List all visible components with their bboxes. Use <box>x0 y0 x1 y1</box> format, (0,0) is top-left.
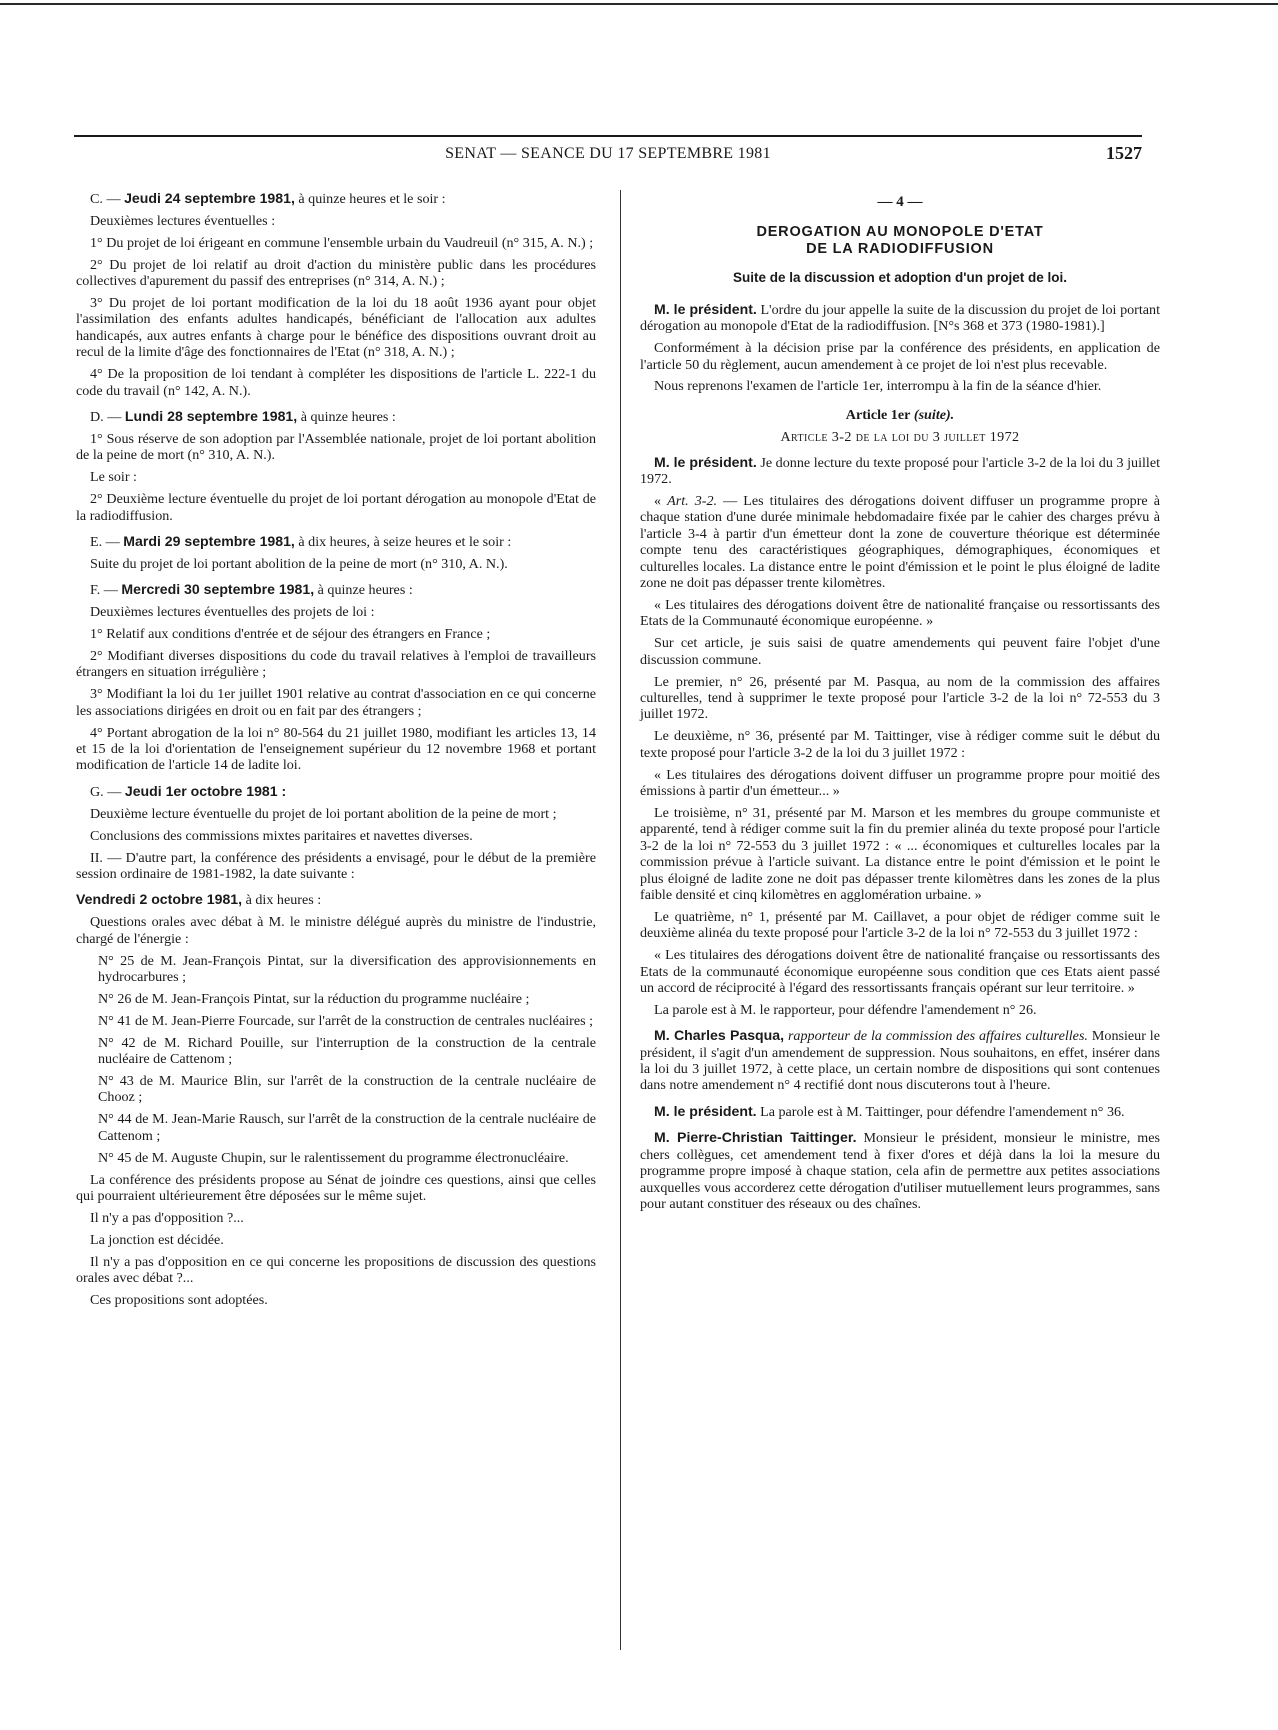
agenda-vendredi-rest: à dix heures : <box>242 892 322 909</box>
amendment-paragraph: Le troisième, n° 31, présenté par M. Marson et les membres du groupe communiste et apparenté, tend à rédiger comme suit la fin du premier alinéa du texte proposé pour l'article 3-2 de la loi n° 72-553 du 3 juillet 1972 : « ... économiques et culturelles locales par la commission prévue à l'article suivant. La distance entre le point d'émission et le point le plus éloigné de ladite zone ne doit pas dépasser trente kilomètres dans les zones de la plus faible densité et cinq kilomètres en agglomération urbaine. » <box>640 804 1160 903</box>
agenda-f-label: F. — <box>90 582 118 599</box>
agenda-f-rest: à quinze heures : <box>314 582 413 599</box>
agenda-e-date: Mardi 29 septembre 1981, <box>123 532 295 549</box>
speaker-name: M. Pierre-Christian Taittinger. <box>654 1129 857 1146</box>
question-item: N° 41 de M. Jean-Pierre Fourcade, sur l'arrêt de la construction de centrales nucléaires ; <box>98 1012 594 1029</box>
closing-paragraph: La jonction est décidée. <box>90 1231 224 1248</box>
speech-text: La parole est à M. Taittinger, pour défendre l'amendement n° 36. <box>756 1103 1125 1120</box>
speech-paragraph <box>640 1103 1160 1120</box>
closing-paragraph: La conférence des présidents propose au Sénat de joindre ces questions, ainsi que celles qui pourraient ultérieurement être déposées sur le même sujet. <box>76 1171 596 1204</box>
agenda-f-date: Mercredi 30 septembre 1981, <box>121 581 315 598</box>
agenda-c-label: C. — <box>90 191 121 207</box>
agenda-g <box>76 783 596 800</box>
speech-text: L'ordre du jour appelle la suite de la discussion du projet de loi portant dérogation au monopole d'Etat de la radiodiffusion. [N°s 368 et 373 (1980-1981).] <box>640 301 1161 335</box>
agenda-e-item: Suite du projet de loi portant abolition de la peine de mort (n° 310, A. N.). <box>90 555 508 572</box>
page-header <box>74 135 1142 167</box>
agenda-c-rest: à quinze heures et le soir : <box>294 191 446 207</box>
agenda-c-item: 1° Du projet de loi érigeant en commune l'ensemble urbain du Vaudreuil (n° 315, A. N.) ; <box>90 234 594 251</box>
agenda-vendredi-sub: Questions orales avec débat à M. le ministre délégué auprès du ministre de l'industrie, chargé de l'énergie : <box>76 914 596 947</box>
agenda-e <box>76 533 596 550</box>
agenda-f-item: 4° Portant abrogation de la loi n° 80-564 du 21 juillet 1980, modifiant les articles 13, 14 et 15 de la loi d'orientation de l'enseignement supérieur du 12 novembre 1968 et portant modification de l'article 14 de ladite loi. <box>76 724 596 774</box>
quoted-article <box>640 493 1160 591</box>
agenda-vendredi <box>76 891 596 908</box>
question-item: N° 43 de M. Maurice Blin, sur l'arrêt de la construction de la centrale nucléaire de Chooz ; <box>98 1072 596 1106</box>
agenda-g-item: Conclusions des commissions mixtes paritaires et navettes diverses. <box>90 827 473 844</box>
body-paragraph: Sur cet article, je suis saisi de quatre amendements qui peuvent faire l'objet d'une discussion commune. <box>640 635 1160 668</box>
agenda-d-evening: Le soir : <box>90 469 137 486</box>
quoted-article: « Les titulaires des dérogations doivent être de nationalité française ou ressortissants des Etats de la Communauté économique européenne. » <box>640 596 1160 630</box>
agenda-e-rest: à dix heures, à seize heures et le soir : <box>294 533 512 550</box>
body-paragraph: La parole est à M. le rapporteur, pour défendre l'amendement n° 26. <box>654 1001 1037 1018</box>
header-title: SENAT — SEANCE DU 17 SEPTEMBRE 1981 <box>445 145 771 162</box>
agenda-g-label: G. — <box>90 783 122 800</box>
speech-text: Monsieur le président, monsieur le ministre, mes chers collègues, cet amendement tend à fixer d'ores et déjà dans la loi la mesure du programme propre imposé à chaque station, cela afin de permettre aux petites associations auxquelles vous accorderez cette dérogation d'utiliser mutuellement leurs programmes, sans pour autant constituer des réseaux ou des chaînes. <box>640 1130 1160 1212</box>
closing-paragraph: Il n'y a pas d'opposition ?... <box>90 1209 244 1226</box>
question-item: N° 25 de M. Jean-François Pintat, sur la diversification des approvisionnements en hydrocarbures ; <box>98 952 596 985</box>
section-title-line: DE LA RADIODIFFUSION <box>806 241 994 258</box>
question-item: N° 45 de M. Auguste Chupin, sur le ralentissement du programme électronucléaire. <box>98 1149 569 1166</box>
agenda-d <box>76 408 596 425</box>
agenda-g-item: Deuxième lecture éventuelle du projet de loi portant abolition de la peine de mort ; <box>90 805 557 822</box>
article-heading <box>640 407 1160 423</box>
agenda-c-item: 3° Du projet de loi portant modification de la loi du 18 août 1936 ayant pour objet l'assimilation des enfants adultes handicapés, bénéficiant de l'allocation aux adultes handicapés, aux autres enfants à charge pour le bénéfice des dispositions ouvrant droit au recul de la limite d'âge des fonctionnaires de l'Etat (n° 318, A. N.) ; <box>76 295 596 361</box>
agenda-c-sub: Deuxièmes lectures éventuelles : <box>90 212 276 229</box>
agenda-d-label: D. — <box>90 408 122 425</box>
agenda-d-item: 1° Sous réserve de son adoption par l'Assemblée nationale, projet de loi portant abolition de la peine de mort (n° 310, A. N.). <box>76 430 596 464</box>
article-subheading: Article 3-2 de la loi du 3 juillet 1972 <box>780 429 1020 446</box>
agenda-f-item: 2° Modifiant diverses dispositions du code du travail relatives à l'emploi de travailleurs étrangers en situation irrégulière ; <box>76 647 596 681</box>
quoted-text: — Les titulaires des dérogations doivent diffuser un programme propre à chaque station d'une durée minimale hebdomadaire fixée par le cahier des charges prévu à l'article 3-4 à partir d'un émetteur dont la zone de couverture théorique est déterminée compte tenu des caractéristiques géographiques, démographiques, économiques et culturelles locales. La distance entre le point d'émission et le point le plus éloigné de ladite zone ne doit pas dépasser trente kilomètres. <box>640 492 1160 591</box>
amendment-paragraph: Le deuxième, n° 36, présenté par M. Taittinger, vise à rédiger comme suit le début du texte proposé pour l'article 3-2 de la loi du 3 juillet 1972 : <box>640 728 1160 761</box>
speaker-name: M. le président. <box>654 1102 757 1119</box>
closing-paragraph: Il n'y a pas d'opposition en ce qui concerne les propositions de discussion des questions orales avec débat ?... <box>76 1253 596 1287</box>
agenda-c <box>76 190 596 207</box>
page-number: 1527 <box>1106 143 1142 163</box>
column-divider <box>620 190 621 1650</box>
amendment-paragraph: Le premier, n° 26, présenté par M. Pasqua, au nom de la commission des affaires culturelles, tend à supprimer le texte proposé pour l'article 3-2 de la loi n° 72-553 du 3 juillet 1972. <box>640 673 1160 723</box>
agenda-e-label: E. — <box>90 533 120 550</box>
closing-paragraph: Ces propositions sont adoptées. <box>90 1291 268 1308</box>
amendment-paragraph: Le quatrième, n° 1, présenté par M. Caillavet, a pour objet de rédiger comme suit le deuxième alinéa du texte proposé pour l'article 3-2 de la loi n° 72-553 du 3 juillet 1972 : <box>640 908 1160 942</box>
section-title <box>640 224 1160 258</box>
speaker-role: rapporteur de la commission des affaires culturelles. <box>784 1028 1088 1045</box>
agenda-c-item: 4° De la proposition de loi tendant à compléter les dispositions de l'article L. 222-1 du code du travail (n° 142, A. N.). <box>76 366 596 399</box>
body-paragraph: Nous reprenons l'examen de l'article 1er, interrompu à la fin de la séance d'hier. <box>654 378 1102 395</box>
agenda-c-item: 2° Du projet de loi relatif au droit d'action du ministère public dans les procédures collectives d'apurement du passif des entreprises (n° 314, A. N.) ; <box>76 256 596 290</box>
agenda-ii: II. — D'autre part, la conférence des présidents a envisagé, pour le début de la première session ordinaire de 1981-1982, la date suivante : <box>76 849 596 882</box>
agenda-d-date: Lundi 28 septembre 1981, <box>124 407 298 424</box>
agenda-f-item: 1° Relatif aux conditions d'entrée et de séjour des étrangers en France ; <box>90 626 491 643</box>
section-subtitle: Suite de la discussion et adoption d'un projet de loi. <box>733 270 1067 286</box>
agenda-f <box>76 581 596 598</box>
speaker-name: M. le président. <box>654 453 757 470</box>
agenda-g-date: Jeudi 1er octobre 1981 : <box>124 782 287 799</box>
quote-open: « <box>654 492 668 509</box>
agenda-d-rest: à quinze heures : <box>297 408 396 425</box>
question-item: N° 42 de M. Richard Pouille, sur l'interruption de la construction de la centrale nucléaire de Cattenom ; <box>98 1034 596 1068</box>
speech-text: Monsieur le président, il s'agit d'un amendement de suppression. Nous souhaitons, en effet, insérer dans la loi du 3 juillet 1972, à cette place, un certain nombre de dispositions qui sont contenues dans notre amendement n° 4 rectifié dont nous discuterons tout à l'heure. <box>640 1028 1160 1094</box>
body-paragraph: Conformément à la décision prise par la conférence des présidents, en application de l'article 50 du règlement, aucun amendement à ce projet de loi n'est plus recevable. <box>640 340 1160 373</box>
speech-paragraph <box>640 454 1160 488</box>
speech-paragraph <box>640 1129 1160 1212</box>
agenda-vendredi-date: Vendredi 2 octobre 1981, <box>76 891 243 908</box>
speech-text: Je donne lecture du texte proposé pour l'article 3-2 de la loi du 3 juillet 1972. <box>640 454 1160 488</box>
speaker-name: M. le président. <box>654 300 757 317</box>
article-heading-text: Article 1er <box>845 406 911 423</box>
speech-paragraph <box>640 1027 1160 1094</box>
article-heading-suffix: (suite). <box>910 406 955 423</box>
section-title-line: DEROGATION AU MONOPOLE D'ETAT <box>756 224 1044 241</box>
question-item: N° 44 de M. Jean-Marie Rausch, sur l'arrêt de la construction de la centrale nucléaire de Cattenom ; <box>98 1111 596 1144</box>
left-column <box>76 190 596 1314</box>
agenda-f-item: 3° Modifiant la loi du 1er juillet 1901 relative au contrat d'association en ce qui concerne les associations dirigées en droit ou en fait par des étrangers ; <box>76 686 596 719</box>
speaker-name: M. Charles Pasqua, <box>654 1027 785 1044</box>
section-number: — 4 — <box>877 194 923 210</box>
speech-paragraph <box>640 301 1160 335</box>
quoted-article: « Les titulaires des dérogations doivent être de nationalité française ou ressortissants des Etats de la communauté économique européenne sous condition que ces Etats aient passé un accord de réciprocité à l'égard des ressortissants français opérant sur leur territoire. » <box>640 947 1160 996</box>
agenda-d-item: 2° Deuxième lecture éventuelle du projet de loi portant dérogation au monopole d'Etat de la radiodiffusion. <box>76 491 596 524</box>
quoted-article: « Les titulaires des dérogations doivent diffuser un programme propre pour moitié des émissions à partir d'un émetteur... » <box>640 766 1160 799</box>
right-column <box>640 190 1160 1218</box>
article-ref: Art. 3-2. <box>667 492 718 509</box>
question-item: N° 26 de M. Jean-François Pintat, sur la réduction du programme nucléaire ; <box>98 990 530 1007</box>
agenda-f-sub: Deuxièmes lectures éventuelles des projets de loi : <box>90 604 375 621</box>
agenda-c-date: Jeudi 24 septembre 1981, <box>124 190 295 206</box>
top-border-line <box>0 3 1278 5</box>
